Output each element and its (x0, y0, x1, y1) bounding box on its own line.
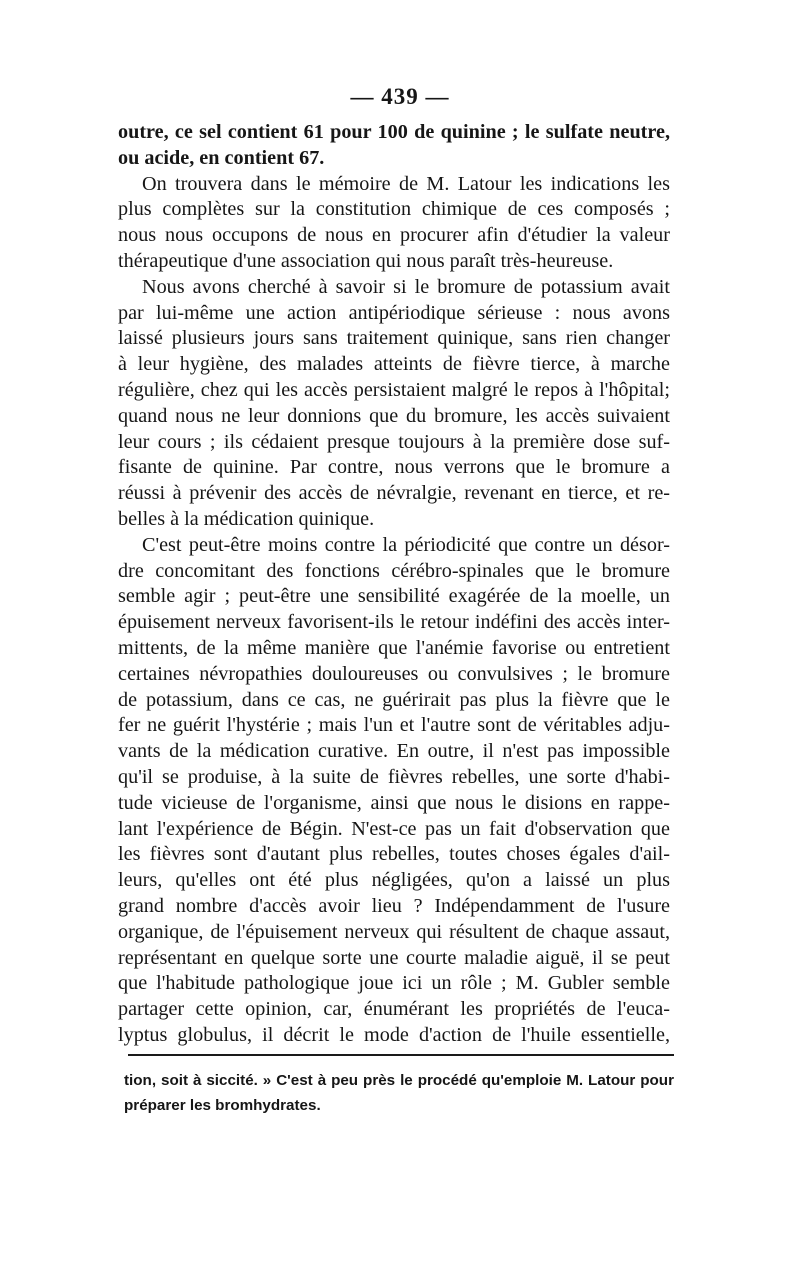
footnote-rule (128, 1054, 674, 1056)
text-line: dre concomitant des fonctions cérébro-spinales que le bromure (118, 559, 670, 582)
text-line: plus complètes sur la constitution chimique de ces composés ; (118, 198, 670, 221)
text-line: qu'il se produise, à la suite de fièvres rebelles, une sorte d'habi- (118, 765, 670, 788)
text-line: fer ne guérit l'hystérie ; mais l'un et l'autre sont de véritables adju- (118, 714, 670, 737)
text-line: lant l'expérience de Bégin. N'est-ce pas un fait d'observation que (118, 817, 670, 840)
text-line: à leur hygiène, des malades atteints de fièvre tierce, à marche (118, 353, 670, 376)
body-text (118, 120, 670, 1049)
text-line: par lui-même une action antipériodique sérieuse : nous avons (118, 301, 670, 324)
text-line: organique, de l'épuisement nerveux qui résultent de chaque assaut, (118, 920, 670, 943)
text-line: leurs, qu'elles ont été plus négligées, qu'on a laissé un plus (118, 869, 670, 892)
text-line: vants de la médication curative. En outre, il n'est pas impossible (118, 740, 670, 763)
footnote-line: préparer les bromhydrates. (124, 1097, 321, 1114)
footnote (124, 1068, 674, 1118)
text-line: certaines névropathies douloureuses ou convulsives ; le bromure (118, 662, 670, 685)
text-line: épuisement nerveux favorisent-ils le retour indéfini des accès inter- (118, 611, 670, 634)
text-line: thérapeutique d'une association qui nous paraît très-heureuse. (118, 249, 614, 272)
footnote-line: tion, soit à siccité. » C'est à peu près le procédé qu'emploie M. Latour pour (124, 1072, 674, 1089)
text-line: C'est peut-être moins contre la périodicité que contre un désor- (142, 533, 670, 556)
text-line: On trouvera dans le mémoire de M. Latour les indications les (142, 172, 670, 195)
text-line: que l'habitude pathologique joue ici un rôle ; M. Gubler semble (118, 972, 670, 995)
text-line: laissé plusieurs jours sans traitement quinique, sans rien changer (118, 327, 670, 350)
text-line: représentant en quelque sorte une courte maladie aiguë, il se peut (118, 946, 670, 969)
text-line: grand nombre d'accès avoir lieu ? Indépendamment de l'usure (118, 894, 670, 917)
text-line: tude vicieuse de l'organisme, ainsi que nous le disions en rappe- (118, 791, 670, 814)
text-line: lyptus globulus, il décrit le mode d'action de l'huile essentielle, (118, 1023, 670, 1046)
text-line: Nous avons cherché à savoir si le bromure de potassium avait (142, 275, 670, 298)
page-number: — 439 — (350, 84, 450, 109)
text-line: outre, ce sel contient 61 pour 100 de quinine ; le sulfate neutre, (118, 121, 670, 143)
text-line: leur cours ; ils cédaient presque toujours à la première dose suf- (118, 430, 670, 453)
text-line: les fièvres sont d'autant plus rebelles, toutes choses égales d'ail- (118, 843, 670, 866)
text-line: réussi à prévenir des accès de névralgie, revenant en tierce, et re- (118, 482, 670, 505)
text-line: belles à la médication quinique. (118, 507, 375, 530)
text-line: fisante de quinine. Par contre, nous verrons que le bromure a (118, 456, 670, 479)
text-line: de potassium, dans ce cas, ne guérirait pas plus la fièvre que le (118, 688, 670, 711)
text-line: régulière, chez qui les accès persistaient malgré le repos à l'hôpital; (118, 378, 670, 401)
text-line: semble agir ; peut-être une sensibilité exagérée de la moelle, un (118, 585, 670, 608)
text-line: quand nous ne leur donnions que du bromure, les accès suivaient (118, 404, 670, 427)
text-line: ou acide, en contient 67. (118, 146, 325, 169)
text-line: mittents, de la même manière que l'anémie favorise ou entretient (118, 636, 670, 659)
text-line: nous nous occupons de nous en procurer afin d'étudier la valeur (118, 224, 670, 247)
text-line: partager cette opinion, car, énumérant les propriétés de l'euca- (118, 998, 670, 1021)
